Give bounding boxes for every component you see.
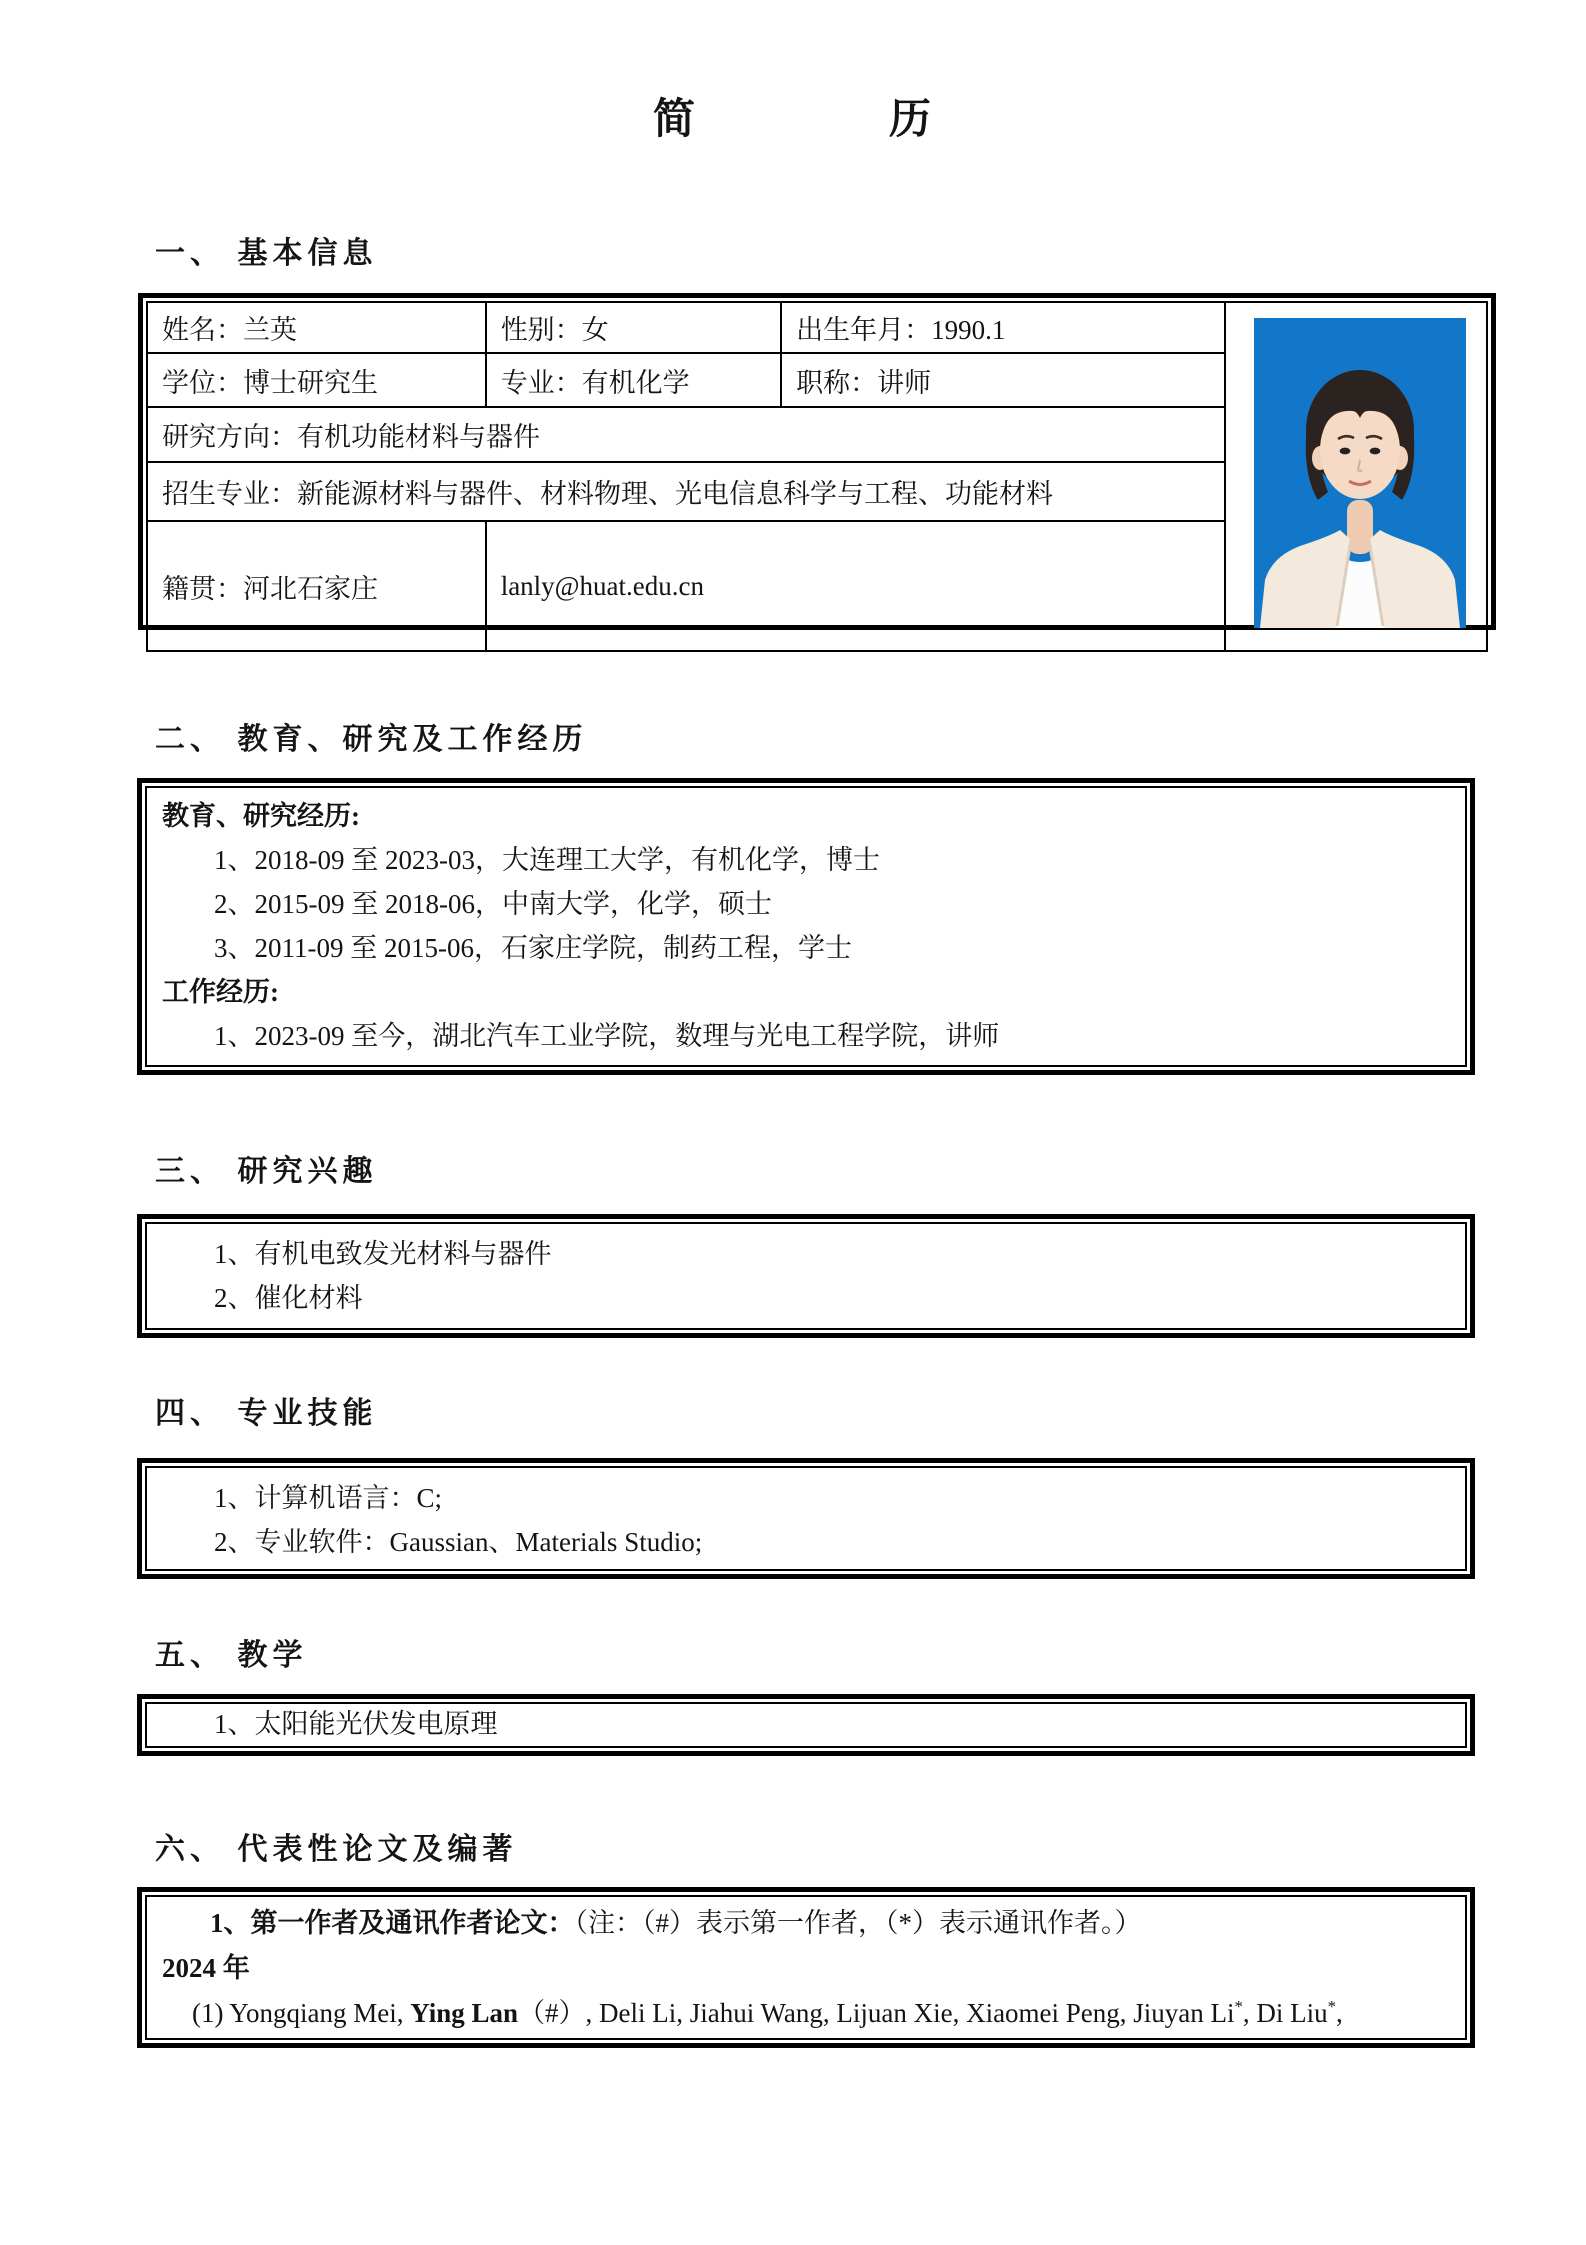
id-photo [1254,318,1466,628]
cell-name: 姓名：兰英 [147,302,486,353]
teaching-item: 1、太阳能光伏发电原理 [214,1709,498,1739]
section-heading-publications: 六、 代表性论文及编著 [155,1833,518,1866]
education-item: 2、2015-09 至 2018-06，中南大学，化学，硕士 [214,889,772,919]
id-photo-graphic [1254,318,1466,628]
interest-item: 2、催化材料 [214,1283,363,1313]
page-title [0,86,1586,146]
cell-birth: 出生年月：1990.1 [781,302,1225,353]
publication-authors: , Di Liu [1242,1998,1328,2028]
page-title-char-1: 简 [652,97,697,143]
corresponding-author-mark: * [1234,1997,1243,2016]
cell-job-title: 职称：讲师 [781,353,1225,407]
eye-left [1339,448,1350,455]
section-heading-interests: 三、 研究兴趣 [155,1155,378,1188]
publication-authors: , [1336,1998,1343,2028]
interests-box [137,1214,1475,1338]
publication-entry [162,1991,1450,2036]
section-heading-teaching: 五、 教学 [155,1639,308,1672]
work-item: 1、2023-09 至今，湖北汽车工业学院，数理与光电工程学院，讲师 [214,1021,1000,1051]
education-label: 教育、研究经历: [162,801,360,831]
eye-right [1369,448,1380,455]
skills-box [137,1458,1475,1579]
cell-research-direction: 研究方向：有机功能材料与器件 [147,407,1225,462]
cell-degree: 学位：博士研究生 [147,353,486,407]
work-label: 工作经历: [162,977,279,1007]
basic-info-table [138,293,1496,630]
publication-type-label: 1、第一作者及通讯作者论文： [210,1908,575,1938]
section-heading-experience: 二、 教育、研究及工作经历 [155,723,588,756]
experience-box [137,778,1475,1075]
teaching-box [137,1694,1475,1756]
section-heading-basic-info: 一、 基本信息 [155,237,378,270]
cell-enrollment-majors: 招生专业：新能源材料与器件、材料物理、光电信息科学与工程、功能材料 [147,462,1225,521]
section-heading-skills: 四、 专业技能 [155,1397,378,1430]
skill-item: 1、计算机语言：C; [214,1483,443,1513]
cell-gender: 性别：女 [486,302,781,353]
interest-item: 1、有机电致发光材料与器件 [214,1239,552,1269]
publication-type-note: （注：（#）表示第一作者，（*）表示通讯作者。） [574,1908,1142,1938]
cell-hometown: 籍贯：河北石家庄 [147,521,486,651]
photo-cell [1225,302,1487,651]
cell-email: lanly@huat.edu.cn [486,521,1225,651]
skill-item: 2、专业软件：Gaussian、Materials Studio; [214,1527,703,1557]
publication-authors: (1) Yongqiang Mei, [192,1998,411,2028]
publication-year: 2024 年 [162,1953,250,1983]
education-item: 3、2011-09 至 2015-06，石家庄学院，制药工程，学士 [214,933,852,963]
publications-box [137,1887,1475,2048]
cell-major: 专业：有机化学 [486,353,781,407]
publication-authors: （#）, Deli Li, Jiahui Wang, Lijuan Xie, Xiaomei Peng, Jiuyan Li [518,1998,1235,2028]
publication-author-highlight: Ying Lan [410,1998,519,2028]
publication-type-line [162,1901,1450,1946]
corresponding-author-mark: * [1327,1997,1337,2016]
education-item: 1、2018-09 至 2023-03，大连理工大学，有机化学，博士 [214,845,880,875]
page-title-char-2: 历 [889,97,934,143]
